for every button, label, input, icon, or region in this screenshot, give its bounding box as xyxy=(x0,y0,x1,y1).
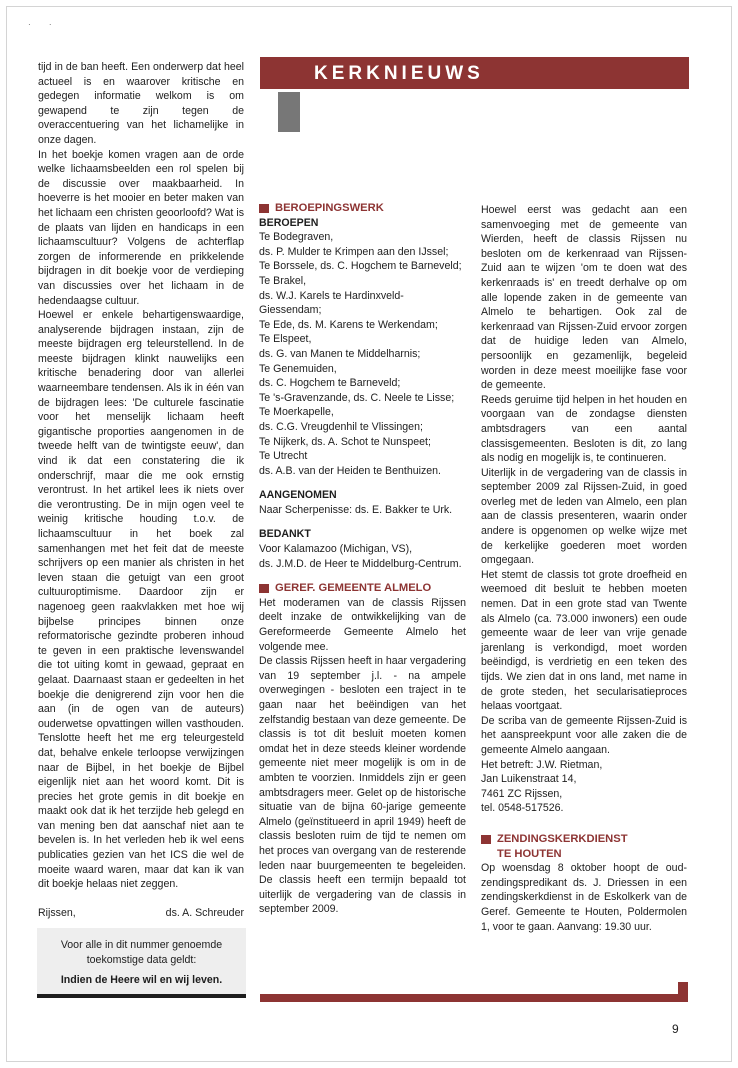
address-line: Jan Luikenstraat 14, xyxy=(481,773,577,786)
beroepen-list xyxy=(259,230,466,478)
address-line: Het betreft: J.W. Rietman, xyxy=(481,758,603,771)
scan-specks: · · xyxy=(28,20,60,29)
section-banner xyxy=(260,57,689,89)
list-item: ds. J.M.D. de Heer te Middelburg-Centrum. xyxy=(259,557,462,570)
list-item: Te Ede, ds. M. Karens te Werkendam; xyxy=(259,318,438,331)
list-item: Te Moerkapelle, xyxy=(259,406,334,419)
decorative-gray-square xyxy=(278,92,300,132)
bedankt-label: BEDANKT xyxy=(259,528,311,541)
note-line-1: Voor alle in dit nummer genoemde xyxy=(60,939,223,951)
list-item: ds. G. van Manen te Middelharnis; xyxy=(259,347,421,360)
list-item: Voor Kalamazoo (Michigan, VS), xyxy=(259,543,413,556)
list-item: ds. C.G. Vreugdenhil te Vlissingen; xyxy=(259,420,423,433)
paragraph: Hoewel eerst was gedacht aan een samenvoeging met de gemeente van Wierden, heeft de classis Rijssen nu besloten om de kerkenraad van Rijssen-Zuid aan te wijzen 'om te doen wat des kerkenraads is' en treedt derhalve op om alle lopende zaken in de gemeente van Almelo te behartigen. Ook zal de kerkenraad van Rijssen-Zuid ervoor zorgen dat de huidige leden van Almelo, persoonlijk en gezamenlijk, begeleid worden in deze meest moeilijke fase voor de gemeente. xyxy=(481,204,687,392)
almelo-heading: GEREF. GEMEENTE ALMELO xyxy=(259,581,466,596)
paragraph: Reeds geruime tijd helpen in het houden en voorgaan van de zondagse diensten ambtsdragers van een aantal classisgemeenten. Besloten is dit, zo lang als nodig en mogelijk is, te continueren. xyxy=(481,393,687,465)
square-bullet-icon xyxy=(259,204,269,213)
page-number: 9 xyxy=(672,1022,679,1036)
list-item: Te 's-Gravenzande, ds. C. Neele te Lisse; xyxy=(259,391,455,404)
list-item: Te Genemuiden, xyxy=(259,362,337,375)
list-item: Te Elspeet, xyxy=(259,333,312,346)
paragraph: De scriba van de gemeente Rijssen-Zuid is het aanspreekpunt voor alle zaken die de gemeente Almelo aangaan. xyxy=(481,714,687,756)
signature xyxy=(38,906,244,921)
paragraph: Op woensdag 8 oktober hoopt de oud-zendingspredikant ds. J. Driessen in een zendingskerkdienst in de Eskolkerk van de Geref. Gemeente te Houten, Poldermolen 1, voor te gaan. Aanvang: 19.30 uur. xyxy=(481,862,687,933)
paragraph: Het stemt de classis tot grote droefheid en weemoed dit besluit te hebben moeten nemen. Dat in een grote stad van Twente als Almelo (ca. 73.000 inwoners) een oude gemeente waar de leer van vrije genade jarenlang is verkondigd, moet worden beëindigd, is verdrietig en een teken des tijds. We zien dat in ons land, met name in de grote steden, het secularisatieproces helaas voortgaat. xyxy=(481,568,687,713)
paragraph: De classis Rijssen heeft in haar vergadering van 19 september j.l. - na ampele overwegingen - besloten een traject in te gaan naar het beëindigen van het zelfstandig bestaan van deze gemeente. De classis is tot dit besluit moeten komen omdat het in deze steeds kleiner wordende gemeente niet meer mogelijk is om in de ambten te voorzien. Inmiddels zijn er geen ambtsdragers meer. Gelet op de historische situatie van de bijna 60-jarige gemeente Almelo (geïnstitueerd in april 1949) heeft de classis besloten ruim de tijd te nemen om het proces van overgang van de resterende leden naar buurgemeenten te begeleiden. De classis heeft een termijn bepaald tot uiterlijk de vergadering van de classis in september 2009. xyxy=(259,655,466,916)
middle-column xyxy=(259,201,466,917)
note-emphasis: Indien de Heere wil en wij leven. xyxy=(60,974,223,986)
list-item: ds. A.B. van der Heiden te Benthuizen. xyxy=(259,464,441,477)
aangenomen-label: AANGENOMEN xyxy=(259,489,337,502)
address-line: tel. 0548-517526. xyxy=(481,802,564,815)
signature-name: ds. A. Schreuder xyxy=(165,906,244,919)
list-item: Naar Scherpenisse: ds. E. Bakker te Urk. xyxy=(259,503,453,516)
list-item: Te Nijkerk, ds. A. Schot te Nunspeet; xyxy=(259,435,431,448)
paragraph: Hoewel er enkele behartigenswaardige, analyserende bijdragen instaan, zijn de meeste bijdragen erg teleurstellend. In de meeste bijdragen klinkt nauwelijks een kritische benadering door van allerlei waarneembare tendensen. Als ik in één van de bijdragen lees: 'De culturele fascinatie voor het menselijk lichaam heeft gigantische proporties aangenomen in de tweede helft van de twintigste eeuw', dan vind ik dat een constatering die ik onderschrijf, maar die me ook ernstig verontrust. In het artikel lees ik niets over die verontrusting. De in mijn ogen veel te weinig kritische houding t.o.v. de lichaamscultuur in het boek zal samenhangen met het feit dat de meeste schrijvers op een manier als christen in het leven staan die getuigt van een groot cultuuroptimisme. Daardoor zijn er nagenoeg geen raakvlakken met hoe wij bijbelse principes binnen onze reformatorische gezindte proberen inhoud te geven in een praktische levenswandel die tot uiting komt in gewaad, gepraat en gelaat. Daarnaast staan er gedeelten in het boekje die denigrerend zijn voor hen die aan (in de ogen van de auteurs) ouderwetse opvattingen willen vasthouden. Tenslotte heeft het me erg teleurgesteld dat, behalve enkele terloopse verwijzingen naar de Bijbel, in het boekje de Bijbel eigenlijk niet aan het woord komt. Dit is precies het grote gemis in dit boekje en maakt ook dat ik het terzijde heb gelegd en van mening ben dat aanschaf niet aan te bevelen is. In het verleden heb ik wel eens publicaties gezien van het ICS die wel de moeite waard waren, maar dat kan ik van dit boekje helaas niet zeggen. xyxy=(38,309,244,891)
list-item: ds. C. Hogchem te Barneveld; xyxy=(259,377,401,390)
left-column xyxy=(38,60,244,920)
list-item: Te Bodegraven, xyxy=(259,231,334,244)
list-item: ds. P. Mulder te Krimpen aan den IJssel; xyxy=(259,245,449,258)
list-item: Te Utrecht xyxy=(259,450,308,463)
houten-heading: ZENDINGSKERKDIENST TE HOUTEN xyxy=(481,832,687,861)
address-block xyxy=(481,758,687,816)
note-line-2: toekomstige data geldt: xyxy=(86,953,197,966)
list-item: ds. W.J. Karels te Hardinxveld-Giessendam; xyxy=(259,289,404,317)
paragraph: tijd in de ban heeft. Een onderwerp dat heel actueel is en waarover kritische en gedegen informatie welkom is om gewapend te zijn tegen de overaccentuering van het lichamelijke in onze dagen. xyxy=(38,61,244,146)
paragraph: Uiterlijk in de vergadering van de classis in september 2009 zal Rijssen-Zuid, in goed overleg met de leden van Almelo, een plan aan de classis presenteren, waarin onder andere is opgenomen op welke wijze met de kerkelijke goederen moet worden omgegaan. xyxy=(481,466,687,567)
square-bullet-icon xyxy=(259,584,269,593)
right-column xyxy=(481,203,687,934)
note-box xyxy=(37,928,246,998)
signature-place: Rijssen, xyxy=(38,906,76,919)
paragraph: In het boekje komen vragen aan de orde welke lichaamsbeelden een rol spelen bij de discussie over maakbaarheid. In hoeverre is het mooier en beter maken van het lichaam een christen geoorloofd? Wat is de plaats van lijden en handicaps in een lichaamscultuur? Volgens de achterflap zorgen de informerende en prikkelende bijdragen in dit boekje voor de verdieping van discussies over het lichaam in de hedendaagse cultuur. xyxy=(38,148,244,307)
list-item: Te Brakel, xyxy=(259,274,307,287)
beroepingswerk-heading: BEROEPINGSWERK xyxy=(259,201,466,216)
footer-bar xyxy=(260,994,688,1002)
banner-title: KERKNIEUWS xyxy=(314,63,484,84)
footer-bar-end xyxy=(678,982,688,1002)
list-item: Te Borssele, ds. C. Hogchem te Barneveld; xyxy=(259,260,462,273)
beroepen-label: BEROEPEN xyxy=(259,216,319,229)
address-line: 7461 ZC Rijssen, xyxy=(481,787,563,800)
paragraph: Het moderamen van de classis Rijssen deelt inzake de ontwikkelijking van de Gereformeerde Gemeente Almelo het volgende mee. xyxy=(259,596,466,653)
square-bullet-icon xyxy=(481,835,491,844)
